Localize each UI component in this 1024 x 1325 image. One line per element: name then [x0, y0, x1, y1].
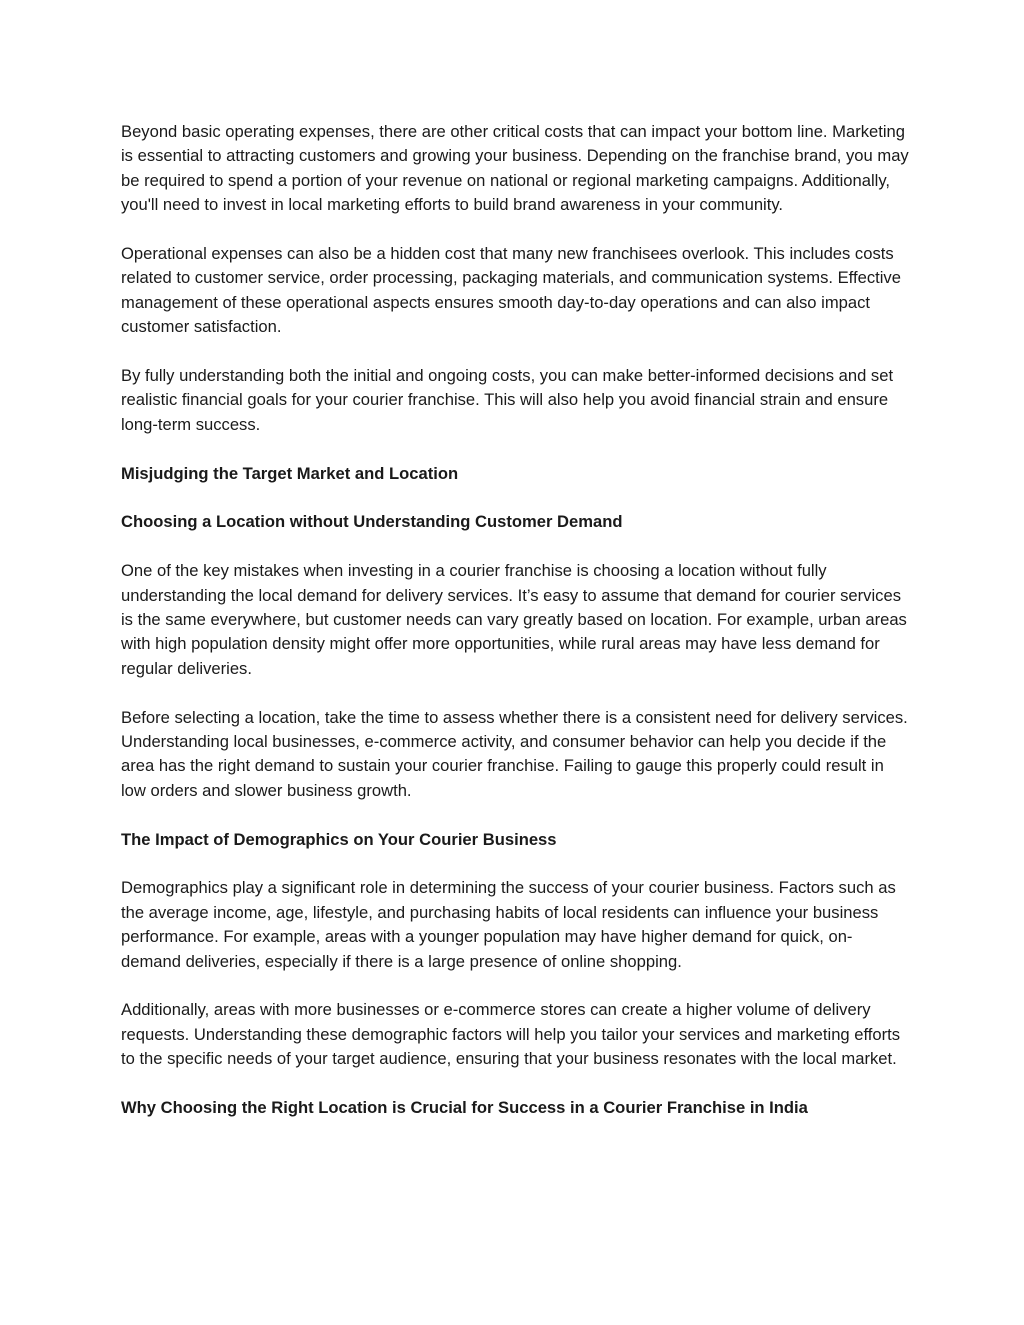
subheading-right-location: Why Choosing the Right Location is Crucial for Success in a Courier Franchise in India [121, 1098, 808, 1118]
paragraph-understanding-costs: By fully understanding both the initial and ongoing costs, you can make better-informed decisions and set realistic financial goals for your courier franchise. This will also help you avoid financial strain and ensure long-term success. [121, 366, 894, 434]
paragraph-marketing-costs: Beyond basic operating expenses, there are other critical costs that can impact your bottom line. Marketing is essential to attracting customers and growing your business. Depending on the franchise brand, you may be required to spend a portion of your revenue on national or regional marketing campaigns. Additionally, you'll need to invest in local marketing efforts to build brand awareness in your community. [121, 122, 909, 215]
paragraph-demographic-factors: Additionally, areas with more businesses or e-commerce stores can create a higher volume of delivery requests. Understanding these demographic factors will help you tailor your services and marketing efforts to the specific needs of your target audience, ensuring that your business resonates with the local market. [121, 1000, 901, 1069]
paragraph-location-mistakes: One of the key mistakes when investing in a courier franchise is choosing a location without fully understanding the local demand for delivery services. It’s easy to assume that demand for courier services is the same everywhere, but customer needs can vary greatly based on location. For example, urban areas with high population density might offer more opportunities, while rural areas may have less demand for regular deliveries. [121, 561, 907, 678]
subheading-demographics: The Impact of Demographics on Your Courier Business [121, 829, 557, 849]
subheading-location-demand: Choosing a Location without Understanding Customer Demand [121, 512, 623, 532]
paragraph-demographics-role: Demographics play a significant role in determining the success of your courier business. Factors such as the average income, age, lifestyle, and purchasing habits of local residents can influence your business performance. For example, areas with a younger population may have higher demand for quick, on-demand deliveries, especially if there is a large presence of online shopping. [121, 878, 896, 971]
paragraph-operational-expenses: Operational expenses can also be a hidden cost that many new franchisees overlook. This includes costs related to customer service, order processing, packaging materials, and communication systems. Effective management of these operational aspects ensures smooth day-to-day operations and can also impact customer satisfaction. [121, 244, 901, 337]
section-heading-target-market: Misjudging the Target Market and Location [121, 463, 459, 483]
paragraph-assess-location: Before selecting a location, take the time to assess whether there is a consistent need for delivery services. Understanding local businesses, e-commerce activity, and consumer behavior can help you decide if the area has the right demand to sustain your courier franchise. Failing to gauge this properly could result in low orders and slower business growth. [121, 707, 908, 800]
document-page [121, 120, 911, 1145]
